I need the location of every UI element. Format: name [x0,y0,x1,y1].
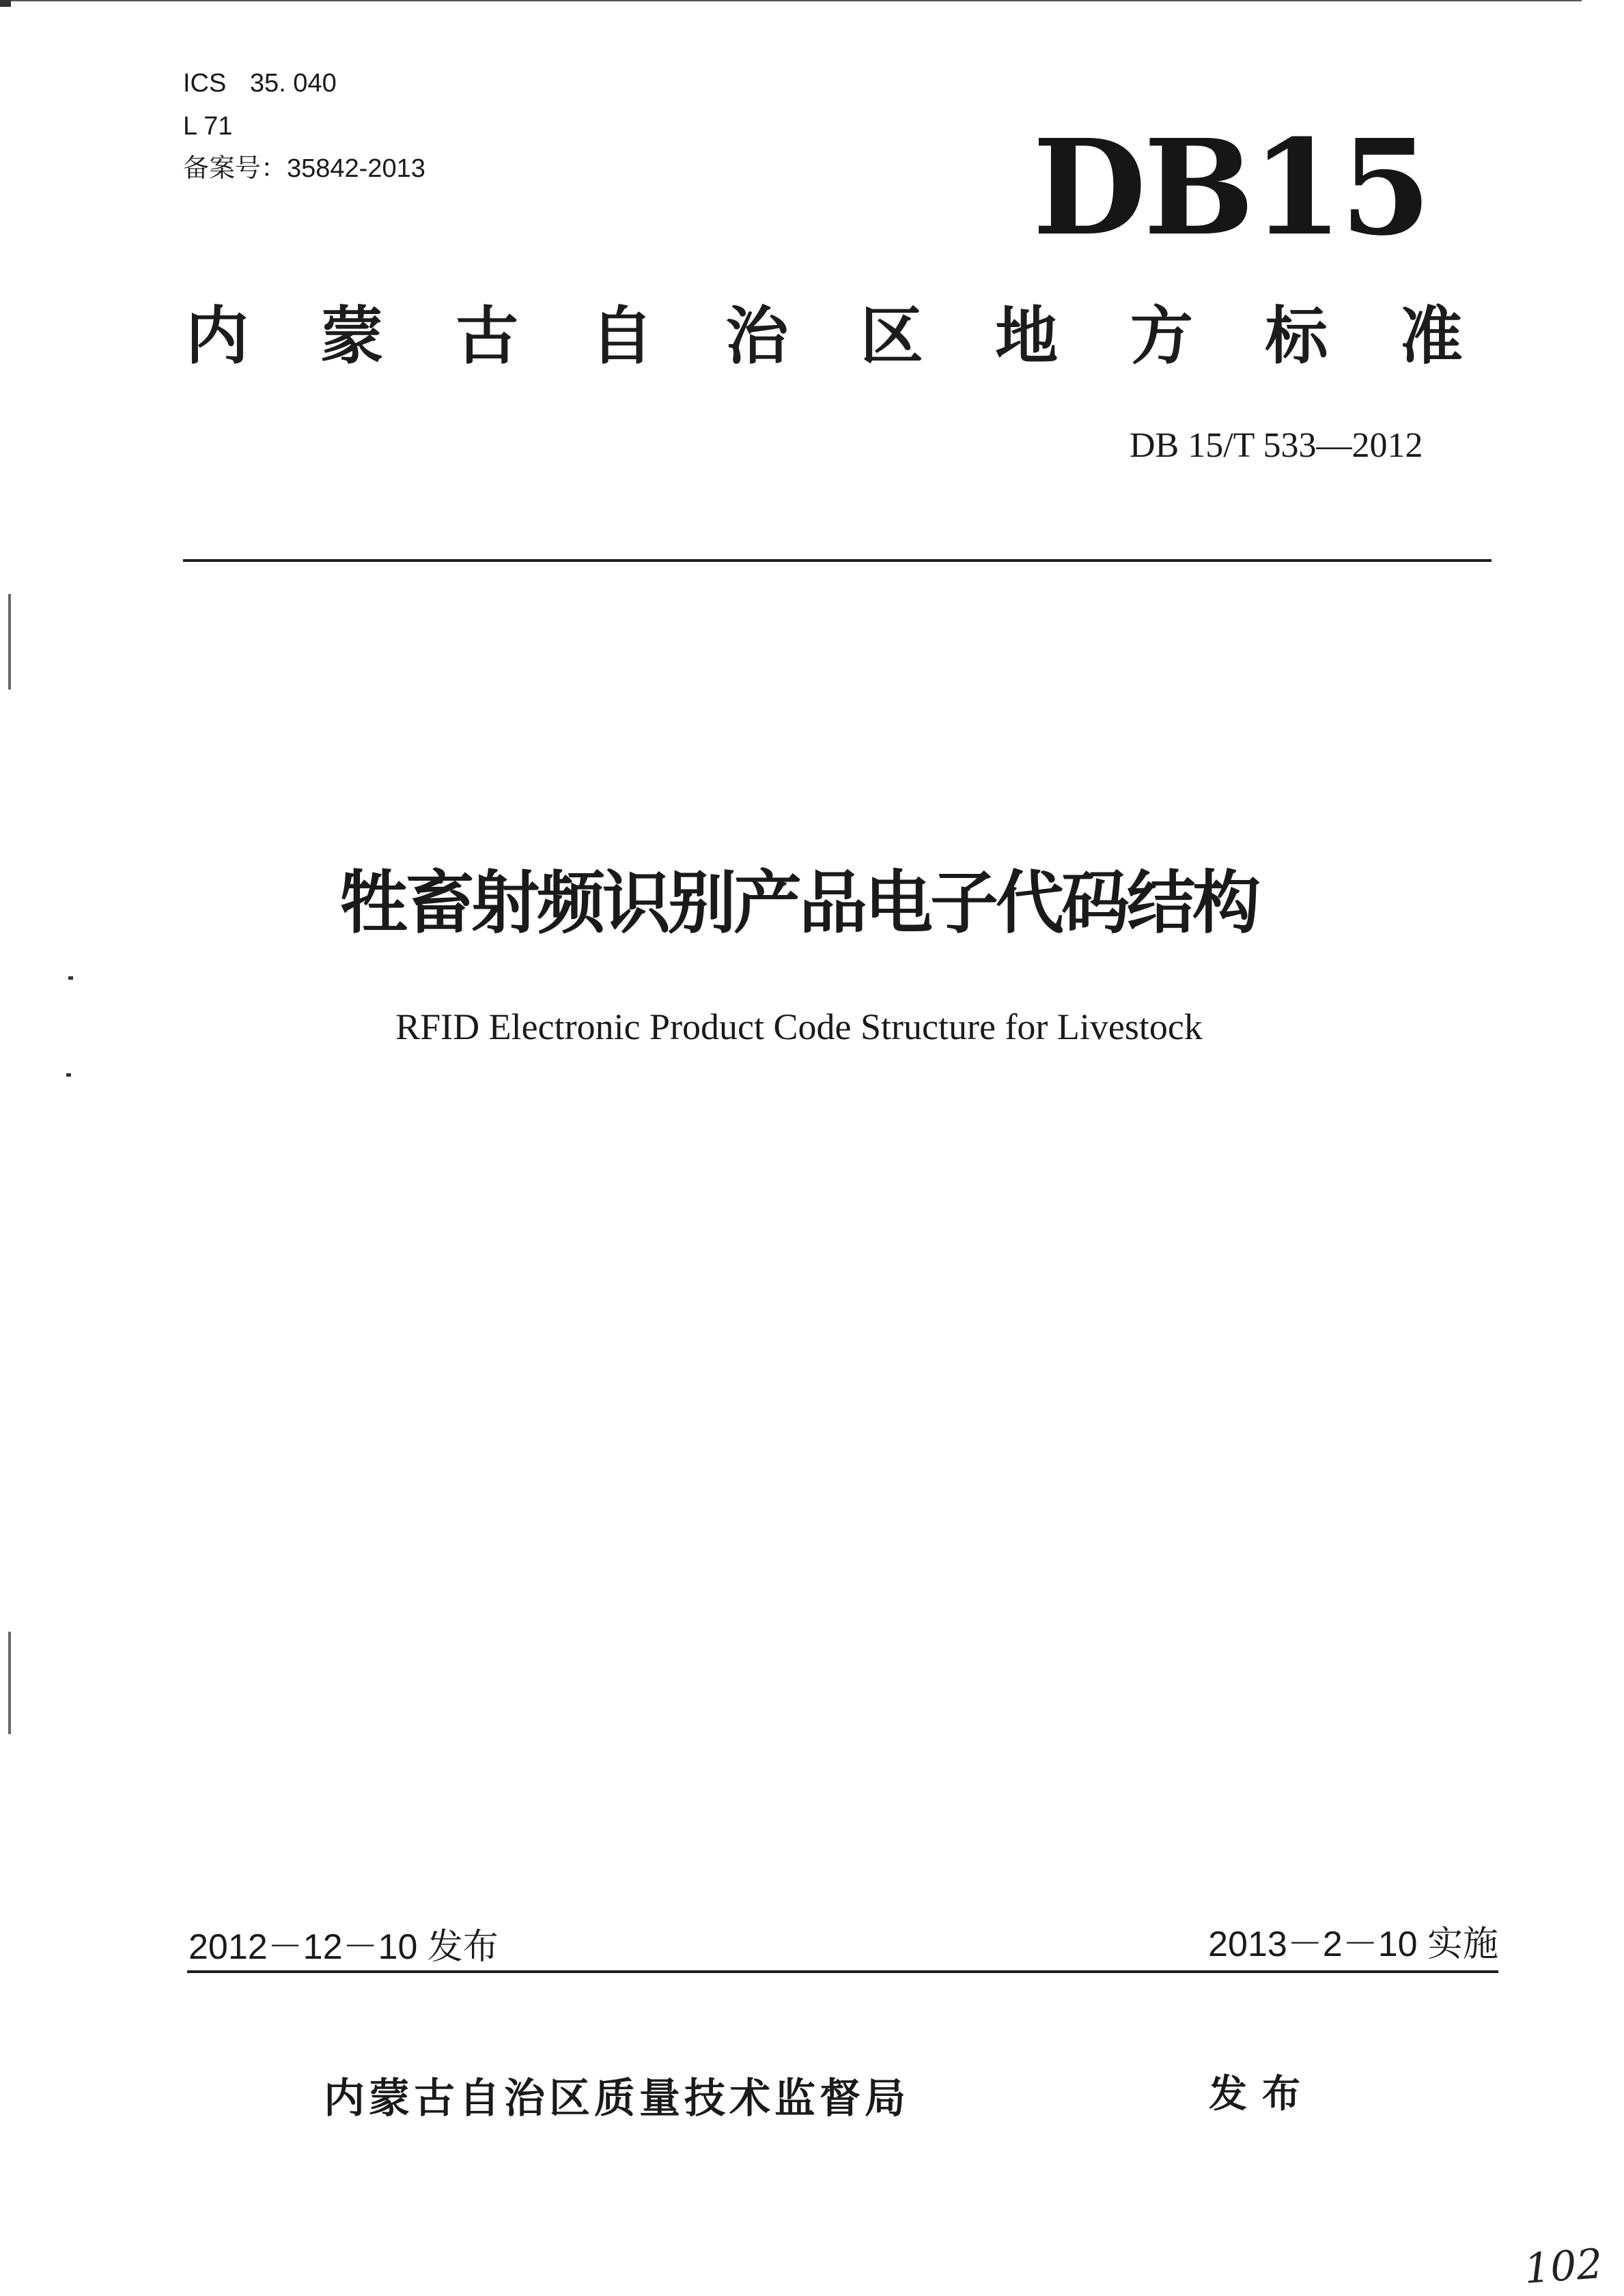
ccs-code: L 71 [183,112,233,141]
issue-action: 发布 [1209,2072,1315,2116]
db15-logo: DB15 [1033,111,1429,265]
scan-top-edge [11,0,1582,1]
heading-char: 区 [860,300,923,373]
ics-code: 35. 040 [249,69,337,98]
publish-date: 2012－12－10 发布 [188,1927,499,1967]
scan-binding-mark-lower [8,1632,11,1734]
heading-char: 地 [995,300,1059,373]
heading-char: 方 [1130,300,1193,373]
ics-label: ICS [183,69,227,98]
heading-char: 古 [456,300,519,373]
filing-line [183,156,425,182]
issuing-authority: 内蒙古自治区质量技术监督局 [324,2075,910,2123]
handwritten-page-number: 102 [1522,2240,1604,2293]
filing-number: 35842-2013 [287,154,425,183]
heading-char: 自 [590,300,654,373]
heading-char: 治 [725,300,789,373]
scan-binding-mark-upper [8,594,11,690]
date-divider [187,1970,1498,1973]
title-chinese: 牲畜射频识别产品电子代码结构 [340,863,1258,943]
scan-corner-mark [0,0,11,7]
scan-dot [66,1073,71,1077]
scan-dot [68,976,73,980]
heading-char: 准 [1399,300,1463,373]
header-divider [183,559,1492,562]
heading-char: 标 [1265,300,1328,373]
ics-line [183,70,337,96]
standard-type-heading [186,300,1463,373]
implement-date: 2013－2－10 实施 [1208,1925,1498,1964]
heading-char: 内 [186,300,249,373]
heading-char: 蒙 [320,300,384,373]
filing-label: 备案号： [183,154,288,183]
title-english: RFID Electronic Product Code Structure for Livestock [395,1006,1203,1047]
standard-number: DB 15/T 533—2012 [1130,426,1423,465]
